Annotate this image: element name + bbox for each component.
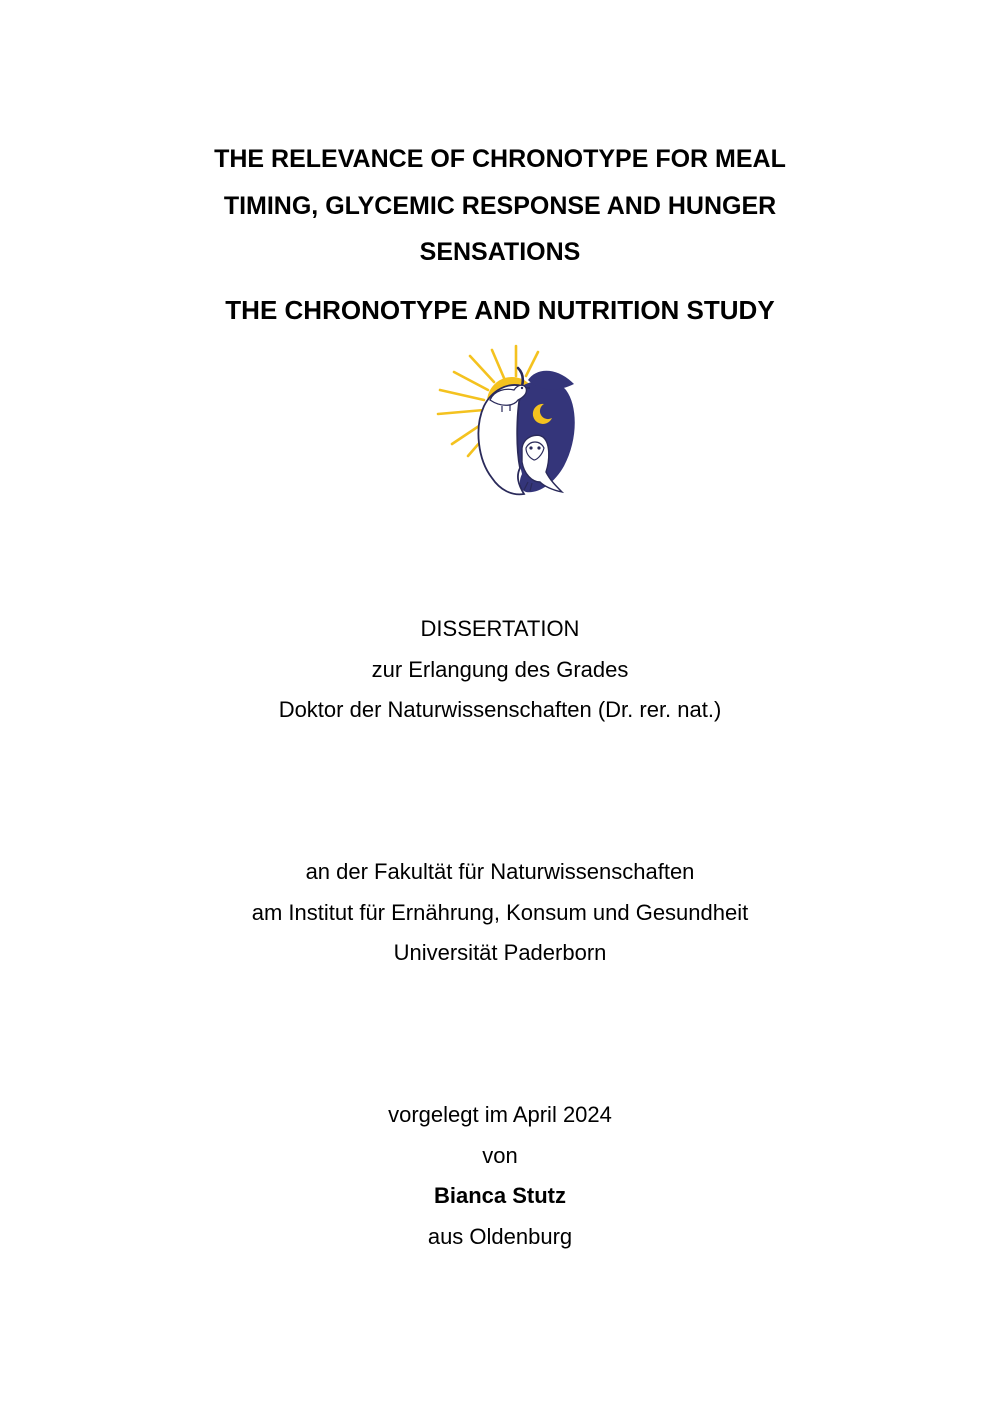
thesis-title-line: TIMING, GLYCEMIC RESPONSE AND HUNGER — [223, 191, 777, 220]
dissertation-heading: DISSERTATION — [420, 616, 580, 641]
faculty-name: an der Fakultät für Naturwissenschaften — [305, 859, 695, 884]
faculty-block — [100, 852, 900, 974]
institute-name: am Institut für Ernährung, Konsum und Gesundheit — [251, 899, 749, 925]
study-logo-icon — [432, 344, 582, 499]
submission-block — [100, 1095, 900, 1257]
degree-name: Doktor der Naturwissenschaften (Dr. rer. nat.) — [278, 697, 722, 722]
university-name: Universität Paderborn — [393, 940, 607, 965]
submission-date: vorgelegt im April 2024 — [388, 1102, 612, 1127]
thesis-title-line: SENSATIONS — [419, 238, 581, 266]
author-name: Bianca Stutz — [433, 1183, 567, 1208]
study-subtitle: THE CHRONOTYPE AND NUTRITION STUDY — [225, 295, 775, 325]
thesis-title — [150, 136, 850, 276]
submission-by: von — [482, 1142, 518, 1168]
author-origin: aus Oldenburg — [427, 1223, 573, 1249]
degree-purpose: zur Erlangung des Grades — [371, 656, 629, 682]
thesis-title-line: THE RELEVANCE OF CHRONOTYPE FOR MEAL — [214, 145, 786, 173]
dissertation-block — [100, 609, 900, 731]
